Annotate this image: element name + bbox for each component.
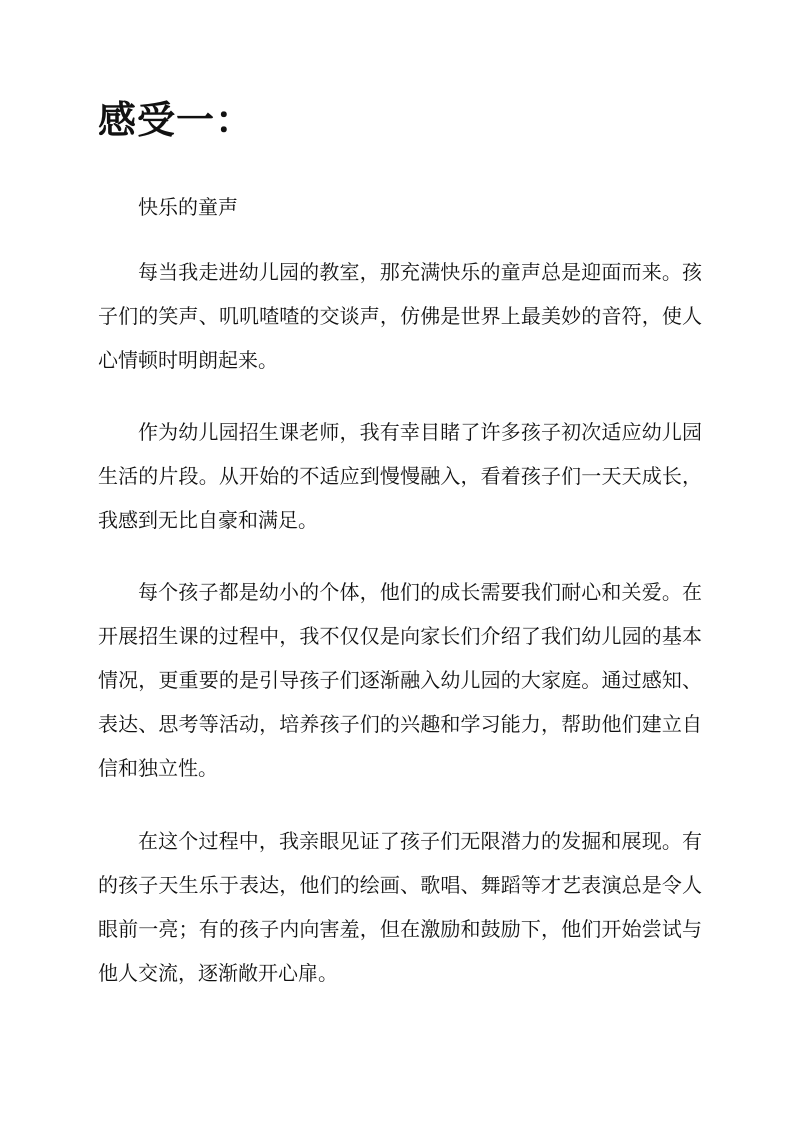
section-heading: 感受一： <box>98 97 255 142</box>
paragraph-2: 作为幼儿园招生课老师，我有幸目睹了许多孩子初次适应幼儿园生活的片段。从开始的不适应到慢慢融入，看着孩子们一天天成长，我感到无比自豪和满足。 <box>98 420 702 532</box>
section-subtitle: 快乐的童声 <box>138 195 238 219</box>
paragraph-4: 在这个过程中，我亲眼见证了孩子们无限潜力的发掘和展现。有的孩子天生乐于表达，他们的绘画、歌唱、舞蹈等才艺表演总是令人眼前一亮；有的孩子内向害羞，但在激励和鼓励下，他们开始尝试与他人交流，逐渐敞开心扉。 <box>98 829 702 985</box>
paragraph-3: 每个孩子都是幼小的个体，他们的成长需要我们耐心和关爱。在开展招生课的过程中，我不仅仅是向家长们介绍了我们幼儿园的基本情况，更重要的是引导孩子们逐渐融入幼儿园的大家庭。通过感知、表达、思考等活动，培养孩子们的兴趣和学习能力，帮助他们建立自信和独立性。 <box>98 580 702 780</box>
paragraph-1: 每当我走进幼儿园的教室，那充满快乐的童声总是迎面而来。孩子们的笑声、叽叽喳喳的交谈声，仿佛是世界上最美妙的音符，使人心情顿时明朗起来。 <box>98 260 702 372</box>
